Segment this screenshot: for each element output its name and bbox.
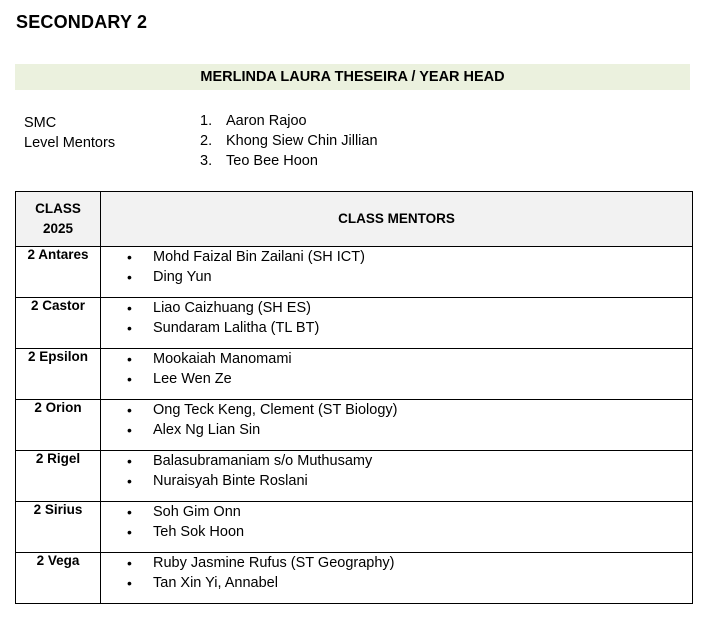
- mentor-name: • Nuraisyah Binte Roslani: [101, 471, 692, 491]
- class-mentors-table: [15, 191, 693, 604]
- class-mentors-cell: [101, 553, 693, 604]
- class-mentors-cell: [101, 298, 693, 349]
- mentor-name: • Lee Wen Ze: [101, 369, 692, 389]
- smc-label: SMC: [24, 115, 57, 131]
- smc-member-list: [200, 111, 378, 171]
- smc-member-name: Khong Siew Chin Jillian: [226, 133, 378, 149]
- table-row: [16, 553, 693, 604]
- mentor-name: • Balasubramaniam s/o Muthusamy: [101, 451, 692, 471]
- mentor-name: • Soh Gim Onn: [101, 502, 692, 522]
- mentor-list: [101, 553, 692, 593]
- mentor-name: • Ong Teck Keng, Clement (ST Biology): [101, 400, 692, 420]
- class-mentors-cell: [101, 349, 693, 400]
- mentor-list: [101, 247, 692, 287]
- smc-member-number: 3.: [200, 153, 213, 169]
- smc-labels: [24, 113, 115, 153]
- class-name: 2 Orion: [16, 400, 101, 451]
- class-name: 2 Castor: [16, 298, 101, 349]
- mentor-name: • Ruby Jasmine Rufus (ST Geography): [101, 553, 692, 573]
- table-row: [16, 298, 693, 349]
- class-mentors-cell: [101, 247, 693, 298]
- smc-member-number: 1.: [200, 113, 213, 129]
- table-row: [16, 247, 693, 298]
- table-row: [16, 451, 693, 502]
- mentor-name: • Alex Ng Lian Sin: [101, 420, 692, 440]
- smc-member: [200, 131, 378, 151]
- class-header-year: 2025: [42, 221, 74, 236]
- smc-member: [200, 151, 378, 171]
- smc-member-number: 2.: [200, 133, 213, 149]
- page-title: SECONDARY 2: [16, 12, 148, 32]
- class-header-label: CLASS: [35, 201, 81, 216]
- level-mentors-label: Level Mentors: [24, 135, 116, 151]
- mentor-name: • Liao Caizhuang (SH ES): [101, 298, 692, 318]
- class-name: 2 Antares: [16, 247, 101, 298]
- table-row: [16, 502, 693, 553]
- mentor-name: • Mookaiah Manomami: [101, 349, 692, 369]
- smc-member: [200, 111, 378, 131]
- mentor-list: [101, 451, 692, 491]
- mentor-list: [101, 400, 692, 440]
- mentor-list: [101, 298, 692, 338]
- class-mentors-cell: [101, 451, 693, 502]
- mentor-name: • Teh Sok Hoon: [101, 522, 692, 542]
- class-name: 2 Sirius: [16, 502, 101, 553]
- mentor-name: • Sundaram Lalitha (TL BT): [101, 318, 692, 338]
- table-header-row: [16, 192, 693, 247]
- mentors-column-header: CLASS MENTORS: [101, 192, 693, 247]
- class-column-header: [16, 192, 101, 247]
- year-head-banner: [15, 64, 690, 90]
- year-head-name: MERLINDA LAURA THESEIRA / YEAR HEAD: [200, 69, 505, 85]
- class-name: 2 Epsilon: [16, 349, 101, 400]
- class-mentors-cell: [101, 502, 693, 553]
- smc-member-name: Teo Bee Hoon: [226, 153, 318, 169]
- mentor-name: • Tan Xin Yi, Annabel: [101, 573, 692, 593]
- mentor-list: [101, 349, 692, 389]
- class-mentors-cell: [101, 400, 693, 451]
- table-row: [16, 349, 693, 400]
- class-name: 2 Vega: [16, 553, 101, 604]
- smc-member-name: Aaron Rajoo: [226, 113, 307, 129]
- mentor-name: • Mohd Faizal Bin Zailani (SH ICT): [101, 247, 692, 267]
- mentor-name: • Ding Yun: [101, 267, 692, 287]
- class-name: 2 Rigel: [16, 451, 101, 502]
- mentor-list: [101, 502, 692, 542]
- table-row: [16, 400, 693, 451]
